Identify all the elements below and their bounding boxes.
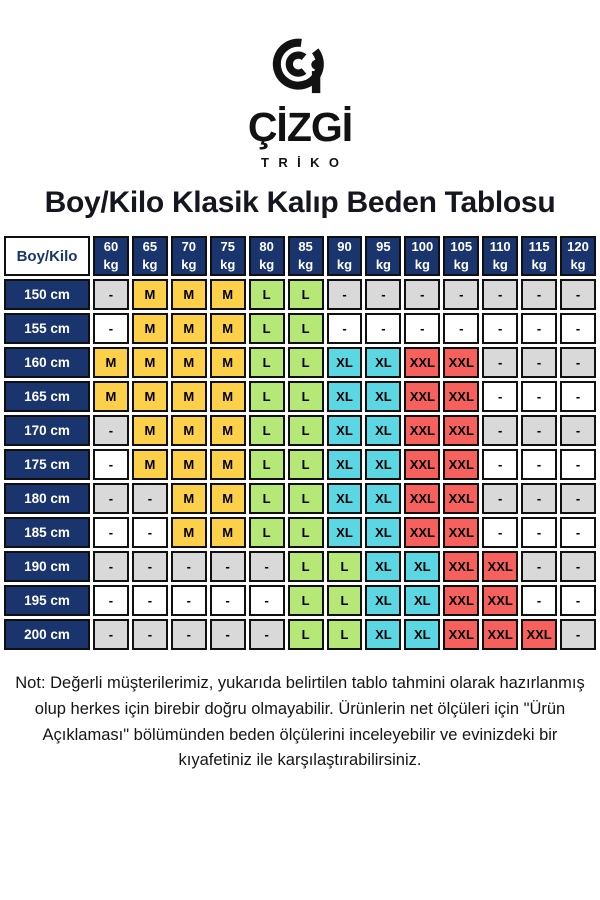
empty-size-cell: - bbox=[210, 619, 246, 650]
size-cell: M bbox=[210, 347, 246, 378]
empty-size-cell: - bbox=[482, 381, 518, 412]
size-cell: L bbox=[249, 517, 285, 548]
height-header-cell: 180 cm bbox=[4, 483, 90, 514]
empty-size-cell: - bbox=[482, 347, 518, 378]
height-header-cell: 185 cm bbox=[4, 517, 90, 548]
empty-size-cell: - bbox=[404, 313, 440, 344]
size-cell: M bbox=[132, 347, 168, 378]
size-cell: XL bbox=[327, 415, 363, 446]
size-cell: XL bbox=[404, 619, 440, 650]
height-header-cell: 190 cm bbox=[4, 551, 90, 582]
size-cell: M bbox=[210, 313, 246, 344]
empty-size-cell: - bbox=[327, 313, 363, 344]
size-cell: L bbox=[249, 381, 285, 412]
empty-size-cell: - bbox=[521, 483, 557, 514]
table-row bbox=[4, 313, 596, 344]
empty-size-cell: - bbox=[482, 415, 518, 446]
weight-header-cell: 70 kg bbox=[171, 236, 207, 276]
size-cell: L bbox=[249, 279, 285, 310]
size-cell: XL bbox=[365, 619, 401, 650]
size-cell: XXL bbox=[443, 619, 479, 650]
size-cell: XXL bbox=[443, 381, 479, 412]
size-cell: M bbox=[171, 415, 207, 446]
size-cell: XXL bbox=[443, 449, 479, 480]
size-cell: M bbox=[93, 381, 129, 412]
height-header-cell: 195 cm bbox=[4, 585, 90, 616]
empty-size-cell: - bbox=[560, 449, 596, 480]
size-cell: XL bbox=[365, 551, 401, 582]
size-cell: L bbox=[288, 551, 324, 582]
size-cell: XL bbox=[365, 347, 401, 378]
size-cell: M bbox=[171, 279, 207, 310]
empty-size-cell: - bbox=[521, 449, 557, 480]
empty-size-cell: - bbox=[210, 551, 246, 582]
size-cell: M bbox=[171, 347, 207, 378]
size-cell: XXL bbox=[443, 517, 479, 548]
empty-size-cell: - bbox=[482, 517, 518, 548]
size-cell: XXL bbox=[404, 517, 440, 548]
table-row bbox=[4, 415, 596, 446]
height-header-cell: 160 cm bbox=[4, 347, 90, 378]
brand-mark-icon bbox=[271, 36, 329, 98]
size-cell: M bbox=[132, 279, 168, 310]
size-cell: XL bbox=[365, 415, 401, 446]
empty-size-cell: - bbox=[560, 517, 596, 548]
empty-size-cell: - bbox=[521, 279, 557, 310]
brand-submark: TRİKO bbox=[261, 155, 349, 170]
size-cell: XXL bbox=[443, 415, 479, 446]
size-cell: M bbox=[171, 483, 207, 514]
size-cell: XXL bbox=[521, 619, 557, 650]
empty-size-cell: - bbox=[93, 313, 129, 344]
size-cell: M bbox=[210, 381, 246, 412]
size-cell: L bbox=[249, 313, 285, 344]
size-cell: XL bbox=[365, 381, 401, 412]
size-cell: L bbox=[288, 415, 324, 446]
empty-size-cell: - bbox=[521, 347, 557, 378]
empty-size-cell: - bbox=[93, 449, 129, 480]
size-cell: XL bbox=[327, 381, 363, 412]
height-header-cell: 175 cm bbox=[4, 449, 90, 480]
size-cell: L bbox=[327, 619, 363, 650]
table-row bbox=[4, 619, 596, 650]
empty-size-cell: - bbox=[365, 279, 401, 310]
size-cell: M bbox=[210, 449, 246, 480]
height-header-cell: 170 cm bbox=[4, 415, 90, 446]
size-cell: M bbox=[210, 279, 246, 310]
empty-size-cell: - bbox=[482, 313, 518, 344]
empty-size-cell: - bbox=[404, 279, 440, 310]
empty-size-cell: - bbox=[521, 313, 557, 344]
empty-size-cell: - bbox=[132, 517, 168, 548]
size-cell: M bbox=[132, 449, 168, 480]
empty-size-cell: - bbox=[560, 415, 596, 446]
empty-size-cell: - bbox=[132, 585, 168, 616]
empty-size-cell: - bbox=[93, 415, 129, 446]
footnote: Not: Değerli müşterilerimiz, yukarıda belirtilen tablo tahmini olarak hazırlanmış olup herkes için birebir doğru olmayabilir. Ürünlerin net ölçüleri için "Ürün Açıklaması" bölümünden beden ölçülerini inceleyebilir ve evinizdeki bir kıyafetiniz ile karşılaştırabilirsiniz. bbox=[15, 674, 585, 770]
header-row bbox=[4, 236, 596, 276]
size-cell: M bbox=[93, 347, 129, 378]
size-cell: XL bbox=[365, 517, 401, 548]
size-cell: XXL bbox=[443, 551, 479, 582]
weight-header-cell: 110 kg bbox=[482, 236, 518, 276]
height-header-cell: 200 cm bbox=[4, 619, 90, 650]
size-table bbox=[1, 233, 599, 653]
table-row bbox=[4, 347, 596, 378]
empty-size-cell: - bbox=[560, 483, 596, 514]
empty-size-cell: - bbox=[132, 551, 168, 582]
empty-size-cell: - bbox=[443, 279, 479, 310]
size-cell: M bbox=[132, 313, 168, 344]
empty-size-cell: - bbox=[560, 619, 596, 650]
empty-size-cell: - bbox=[521, 415, 557, 446]
table-row bbox=[4, 517, 596, 548]
weight-header-cell: 75 kg bbox=[210, 236, 246, 276]
size-cell: L bbox=[249, 483, 285, 514]
table-row bbox=[4, 381, 596, 412]
weight-header-cell: 95 kg bbox=[365, 236, 401, 276]
size-cell: L bbox=[249, 347, 285, 378]
empty-size-cell: - bbox=[132, 483, 168, 514]
weight-header-cell: 65 kg bbox=[132, 236, 168, 276]
weight-header-cell: 105 kg bbox=[443, 236, 479, 276]
empty-size-cell: - bbox=[171, 585, 207, 616]
size-cell: XL bbox=[365, 585, 401, 616]
height-header-cell: 150 cm bbox=[4, 279, 90, 310]
size-cell: L bbox=[288, 449, 324, 480]
size-cell: M bbox=[171, 313, 207, 344]
size-cell: L bbox=[249, 449, 285, 480]
empty-size-cell: - bbox=[249, 551, 285, 582]
empty-size-cell: - bbox=[93, 483, 129, 514]
weight-header-cell: 90 kg bbox=[327, 236, 363, 276]
empty-size-cell: - bbox=[93, 585, 129, 616]
size-cell: XXL bbox=[443, 585, 479, 616]
empty-size-cell: - bbox=[482, 279, 518, 310]
size-cell: XL bbox=[365, 483, 401, 514]
size-cell: L bbox=[288, 313, 324, 344]
empty-size-cell: - bbox=[560, 551, 596, 582]
height-header-cell: 165 cm bbox=[4, 381, 90, 412]
size-cell: M bbox=[171, 381, 207, 412]
size-cell: XL bbox=[327, 347, 363, 378]
brand-logo bbox=[0, 0, 600, 169]
weight-header-cell: 80 kg bbox=[249, 236, 285, 276]
brand-wordmark: ÇİZGİ bbox=[247, 104, 353, 150]
empty-size-cell: - bbox=[560, 279, 596, 310]
empty-size-cell: - bbox=[93, 551, 129, 582]
size-cell: XXL bbox=[404, 483, 440, 514]
empty-size-cell: - bbox=[210, 585, 246, 616]
size-cell: XXL bbox=[443, 483, 479, 514]
size-cell: XL bbox=[404, 551, 440, 582]
empty-size-cell: - bbox=[521, 381, 557, 412]
weight-header-cell: 120 kg bbox=[560, 236, 596, 276]
weight-header-cell: 115 kg bbox=[521, 236, 557, 276]
empty-size-cell: - bbox=[482, 449, 518, 480]
empty-size-cell: - bbox=[249, 619, 285, 650]
size-cell: XL bbox=[327, 449, 363, 480]
empty-size-cell: - bbox=[93, 619, 129, 650]
size-cell: M bbox=[132, 415, 168, 446]
height-header-cell: 155 cm bbox=[4, 313, 90, 344]
empty-size-cell: - bbox=[482, 483, 518, 514]
empty-size-cell: - bbox=[327, 279, 363, 310]
empty-size-cell: - bbox=[443, 313, 479, 344]
size-cell: XXL bbox=[404, 381, 440, 412]
table-row bbox=[4, 449, 596, 480]
size-cell: XL bbox=[327, 483, 363, 514]
empty-size-cell: - bbox=[171, 619, 207, 650]
size-cell: L bbox=[327, 585, 363, 616]
size-cell: L bbox=[288, 483, 324, 514]
empty-size-cell: - bbox=[521, 585, 557, 616]
table-row bbox=[4, 585, 596, 616]
size-cell: M bbox=[210, 415, 246, 446]
empty-size-cell: - bbox=[171, 551, 207, 582]
empty-size-cell: - bbox=[93, 517, 129, 548]
size-cell: M bbox=[171, 449, 207, 480]
weight-header-cell: 85 kg bbox=[288, 236, 324, 276]
size-cell: M bbox=[210, 483, 246, 514]
empty-size-cell: - bbox=[132, 619, 168, 650]
empty-size-cell: - bbox=[249, 585, 285, 616]
size-cell: XL bbox=[327, 517, 363, 548]
page-title: Boy/Kilo Klasik Kalıp Beden Tablosu bbox=[44, 186, 556, 219]
size-cell: XXL bbox=[404, 347, 440, 378]
empty-size-cell: - bbox=[365, 313, 401, 344]
size-cell: L bbox=[249, 415, 285, 446]
corner-cell: Boy/Kilo bbox=[4, 236, 90, 276]
size-cell: M bbox=[210, 517, 246, 548]
size-cell: XXL bbox=[404, 415, 440, 446]
empty-size-cell: - bbox=[560, 381, 596, 412]
empty-size-cell: - bbox=[560, 313, 596, 344]
size-cell: L bbox=[327, 551, 363, 582]
weight-header-cell: 60 kg bbox=[93, 236, 129, 276]
size-cell: L bbox=[288, 381, 324, 412]
size-cell: M bbox=[171, 517, 207, 548]
size-cell: L bbox=[288, 585, 324, 616]
size-cell: L bbox=[288, 517, 324, 548]
size-cell: XXL bbox=[482, 551, 518, 582]
size-cell: XXL bbox=[404, 449, 440, 480]
size-cell: L bbox=[288, 619, 324, 650]
size-cell: M bbox=[132, 381, 168, 412]
size-cell: L bbox=[288, 279, 324, 310]
size-cell: XXL bbox=[482, 619, 518, 650]
weight-header-cell: 100 kg bbox=[404, 236, 440, 276]
size-cell: XXL bbox=[482, 585, 518, 616]
empty-size-cell: - bbox=[560, 585, 596, 616]
empty-size-cell: - bbox=[521, 517, 557, 548]
size-cell: L bbox=[288, 347, 324, 378]
table-row bbox=[4, 483, 596, 514]
table-row bbox=[4, 279, 596, 310]
size-cell: XL bbox=[404, 585, 440, 616]
size-cell: XXL bbox=[443, 347, 479, 378]
empty-size-cell: - bbox=[93, 279, 129, 310]
empty-size-cell: - bbox=[560, 347, 596, 378]
table-row bbox=[4, 551, 596, 582]
empty-size-cell: - bbox=[521, 551, 557, 582]
size-cell: XL bbox=[365, 449, 401, 480]
